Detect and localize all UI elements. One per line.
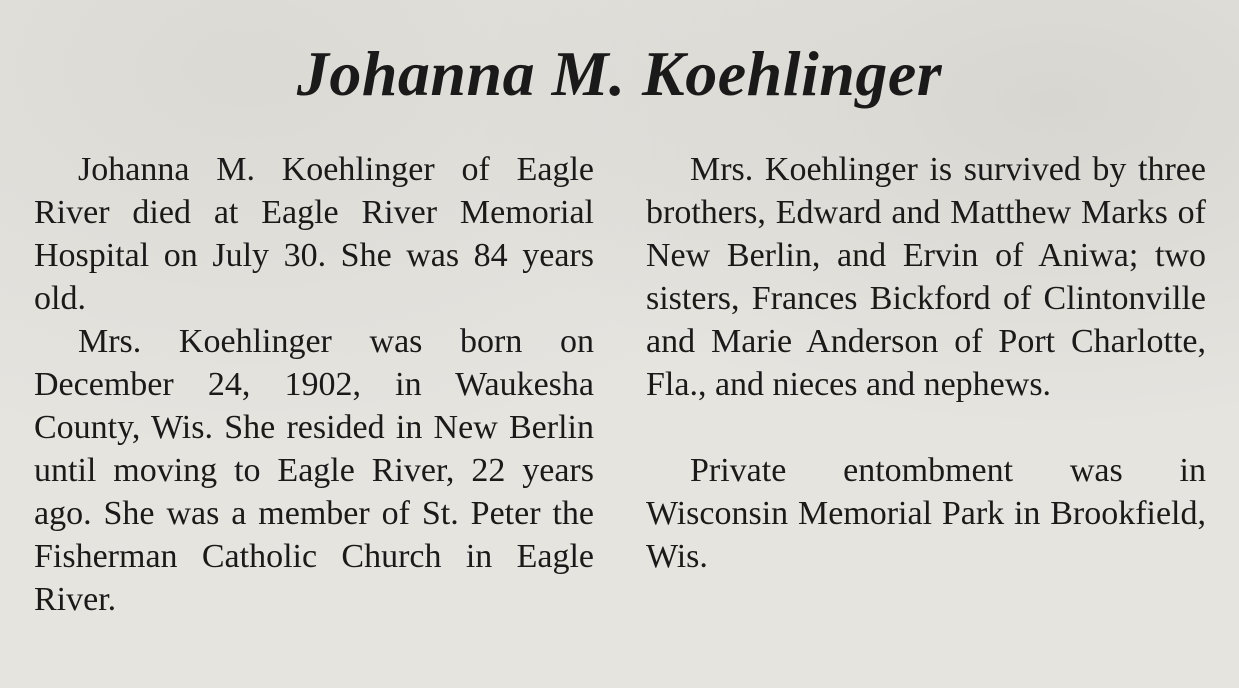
paragraph-biography: Mrs. Koehlinger was born on December 24, 1902, in Waukesha County, Wis. She resided in New Berlin until moving to Eagle River, 22 years ago. She was a member of St. Peter the Fisherman Catholic Church in Eagle River. [34, 323, 594, 618]
paragraph-entombment: Private entombment was in Wisconsin Memorial Park in Brookfield, Wis. [646, 452, 1206, 575]
paragraph-death-notice: Johanna M. Koehlinger of Eagle River died at Eagle River Memorial Hospital on July 30. She was 84 years old. [34, 151, 594, 317]
obituary-title: Johanna M. Koehlinger [296, 38, 943, 109]
left-column [34, 148, 594, 621]
paragraph-survivors: Mrs. Koehlinger is survived by three brothers, Edward and Matthew Marks of New Berlin, and Ervin of Aniwa; two sisters, Frances Bickford of Clintonville and Marie Anderson of Port Charlotte, Fla., and nieces and nephews. [646, 151, 1206, 403]
right-column [646, 148, 1206, 578]
